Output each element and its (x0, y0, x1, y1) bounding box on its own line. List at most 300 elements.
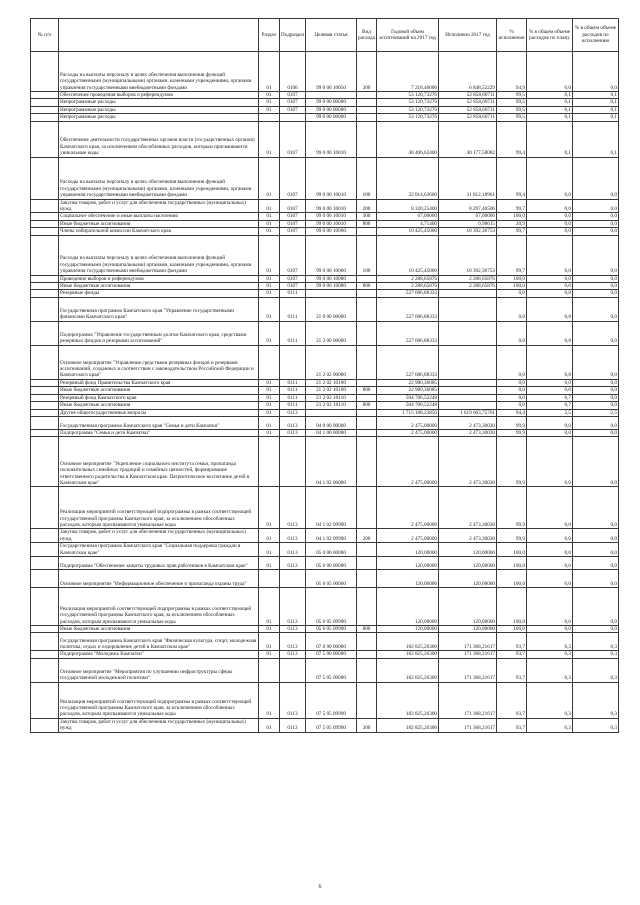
row-share-plan-cell: 0,1 (527, 99, 573, 106)
row-percent-cell: 100,0 (497, 587, 527, 625)
row-type-cell (357, 394, 377, 401)
row-article-cell (306, 409, 357, 416)
row-percent-cell: 0,0 (497, 290, 527, 297)
row-num-cell (31, 121, 59, 157)
row-plan-cell: 67,00000 (377, 213, 439, 220)
row-article-cell: 21 2 00 00000 (306, 321, 357, 345)
row-percent-cell: 99,4 (497, 157, 527, 199)
row-share-plan-cell: 0,0 (527, 625, 573, 632)
row-percent-cell: 0,0 (497, 379, 527, 386)
row-name-cell: Подпрограмма "Управление государственным долгом Камчатского края, средствами резервных фондов и резервами ассигнований" (59, 321, 259, 345)
row-name-cell: Резервный фонд Камчатского края (59, 394, 259, 401)
row-actual-cell (439, 402, 497, 409)
row-share-plan-cell: 0,8 (527, 297, 573, 321)
row-name-cell: Другие общегосударственные вопросы (59, 409, 259, 416)
table-row (31, 429, 619, 436)
row-plan-cell: 527 686,88333 (377, 321, 439, 345)
row-article-cell: 21 2 02 00000 (306, 345, 357, 379)
row-plan-cell: 504 706,52248 (377, 394, 439, 401)
row-article-cell: 04 1 02 00000 (306, 437, 357, 487)
row-subsection-cell (280, 569, 306, 587)
row-actual-cell: 52 858,60711 (439, 106, 497, 113)
row-type-cell (357, 409, 377, 416)
row-section-cell: 01 (259, 52, 280, 92)
row-actual-cell: 2 288,65876 (439, 275, 497, 282)
row-share-plan-cell: 0,0 (527, 429, 573, 436)
row-plan-cell: 120,00000 (377, 543, 439, 557)
row-name-cell: Обеспечение деятельности государственных органов власти (государственных органов) Камчатского края, за исключением обособленных расходов, которым присваиваются уникальные коды (59, 121, 259, 157)
row-subsection-cell: 0107 (280, 121, 306, 157)
table-row (31, 569, 619, 587)
row-share-actual-cell: 0,0 (573, 290, 619, 297)
row-article-cell: 99 0 00 00000 (306, 99, 357, 106)
row-num-cell (31, 228, 59, 235)
row-section-cell: 01 (259, 543, 280, 557)
row-section-cell (259, 345, 280, 379)
row-section-cell: 01 (259, 387, 280, 394)
row-subsection-cell: 0107 (280, 199, 306, 213)
row-section-cell: 01 (259, 297, 280, 321)
row-article-cell: 21 2 02 10100 (306, 379, 357, 386)
table-row (31, 651, 619, 658)
header-section: Раздел (259, 19, 280, 52)
row-section-cell: 01 (259, 275, 280, 282)
row-subsection-cell: 0113 (280, 682, 306, 718)
row-actual-cell: 0,98615 (439, 220, 497, 227)
row-share-actual-cell: 2,5 (573, 409, 619, 416)
row-type-cell: 200 (357, 52, 377, 92)
row-num-cell (31, 416, 59, 429)
row-section-cell: 01 (259, 157, 280, 199)
row-share-plan-cell: 0,0 (527, 157, 573, 199)
table-row (31, 379, 619, 386)
row-name-cell: Резервный фонд Правительства Камчатского края (59, 379, 259, 386)
row-share-plan-cell: 0,0 (527, 437, 573, 487)
table-row (31, 283, 619, 290)
row-share-actual-cell: 0,3 (573, 682, 619, 718)
table-row (31, 658, 619, 682)
row-share-actual-cell: 0,0 (573, 157, 619, 199)
row-share-actual-cell: 0,0 (573, 437, 619, 487)
row-share-actual-cell: 0,0 (573, 569, 619, 587)
row-share-plan-cell: 0,0 (527, 543, 573, 557)
row-num-cell (31, 402, 59, 409)
row-name-cell: Подпрограмма "Семья и дети Камчатки" (59, 429, 259, 436)
row-actual-cell: 171 368,21617 (439, 658, 497, 682)
row-plan-cell: 2 288,65876 (377, 283, 439, 290)
row-plan-cell: 120,00000 (377, 587, 439, 625)
row-name-cell: Основное мероприятие "Мероприятия по улучшению инфраструктуры сферы государственной молодежной политики" (59, 658, 259, 682)
row-section-cell (259, 658, 280, 682)
row-section-cell: 01 (259, 402, 280, 409)
row-actual-cell: 1 619 663,75761 (439, 409, 497, 416)
row-actual-cell: 120,00000 (439, 587, 497, 625)
row-share-actual-cell: 0,0 (573, 321, 619, 345)
row-name-cell: Резервные фонды (59, 290, 259, 297)
row-share-actual-cell: 0,0 (573, 235, 619, 275)
row-num-cell (31, 379, 59, 386)
row-share-actual-cell: 0,0 (573, 228, 619, 235)
row-actual-cell: 2 473,30030 (439, 437, 497, 487)
header-share-actual: % в общем объеме расходов по исполнению (573, 19, 619, 52)
table-row (31, 121, 619, 157)
row-subsection-cell: 0111 (280, 387, 306, 394)
row-share-plan-cell: 0,0 (527, 220, 573, 227)
row-actual-cell: 10 392,36753 (439, 235, 497, 275)
row-type-cell (357, 437, 377, 487)
row-type-cell: 200 (357, 718, 377, 732)
row-plan-cell: 4,71400 (377, 220, 439, 227)
row-subsection-cell: 0111 (280, 321, 306, 345)
row-percent-cell: 100,0 (497, 625, 527, 632)
row-percent-cell: 99,7 (497, 228, 527, 235)
table-row (31, 402, 619, 409)
row-share-actual-cell: 0,0 (573, 345, 619, 379)
table-row (31, 487, 619, 529)
row-percent-cell: 99,9 (497, 437, 527, 487)
table-row (31, 633, 619, 651)
row-name-cell: Иные бюджетные ассигнования (59, 387, 259, 394)
row-article-cell: 05 6 05 09990 (306, 587, 357, 625)
row-percent-cell: 99,5 (497, 99, 527, 106)
row-section-cell: 01 (259, 625, 280, 632)
row-type-cell (357, 290, 377, 297)
row-actual-cell: 2 288,65876 (439, 283, 497, 290)
row-type-cell: 800 (357, 220, 377, 227)
row-actual-cell (439, 379, 497, 386)
row-actual-cell: 2 473,30030 (439, 429, 497, 436)
row-section-cell (259, 114, 280, 121)
row-type-cell (357, 569, 377, 587)
row-section-cell: 01 (259, 529, 280, 543)
row-percent-cell: 99,9 (497, 487, 527, 529)
row-percent-cell: 100,0 (497, 213, 527, 220)
row-type-cell: 800 (357, 625, 377, 632)
row-subsection-cell: 0107 (280, 157, 306, 199)
row-share-plan-cell: 0,0 (527, 556, 573, 569)
row-name-cell: Расходы на выплаты персоналу в целях обеспечения выполнения функций государственными (муниципальными) органами, казенными учреждениями, органами управления государственными внебюджетными фондами (59, 235, 259, 275)
row-num-cell (31, 199, 59, 213)
row-share-actual-cell: 0,0 (573, 275, 619, 282)
row-share-actual-cell: 0,3 (573, 658, 619, 682)
row-section-cell: 01 (259, 633, 280, 651)
row-article-cell: 99 0 00 10060 (306, 228, 357, 235)
row-type-cell (357, 275, 377, 282)
row-num-cell (31, 52, 59, 92)
row-share-plan-cell: 0,3 (527, 633, 573, 651)
row-share-plan-cell: 0,1 (527, 106, 573, 113)
row-subsection-cell: 0113 (280, 409, 306, 416)
row-section-cell: 01 (259, 92, 280, 99)
row-percent-cell: 20,9 (497, 220, 527, 227)
row-share-actual-cell: 0,3 (573, 633, 619, 651)
row-section-cell: 01 (259, 213, 280, 220)
row-type-cell (357, 429, 377, 436)
row-share-plan-cell: 0,1 (527, 114, 573, 121)
row-type-cell (357, 379, 377, 386)
row-type-cell: 100 (357, 157, 377, 199)
table-row (31, 92, 619, 99)
row-share-plan-cell: 0,7 (527, 402, 573, 409)
row-percent-cell: 0,0 (497, 394, 527, 401)
table-row (31, 409, 619, 416)
row-share-plan-cell: 0,8 (527, 345, 573, 379)
row-article-cell: 07 5 05 09990 (306, 718, 357, 732)
row-article-cell: 21 2 02 10110 (306, 394, 357, 401)
row-subsection-cell: 0111 (280, 379, 306, 386)
row-plan-cell: 53 120,73276 (377, 99, 439, 106)
row-actual-cell: 52 858,60711 (439, 92, 497, 99)
row-section-cell: 01 (259, 651, 280, 658)
table-row (31, 321, 619, 345)
row-percent-cell: 100,0 (497, 275, 527, 282)
row-share-actual-cell: 0,0 (573, 379, 619, 386)
row-section-cell: 01 (259, 487, 280, 529)
page-number: 6 (318, 884, 322, 890)
row-article-cell: 04 1 00 00000 (306, 429, 357, 436)
row-subsection-cell: 0113 (280, 718, 306, 732)
row-num-cell (31, 114, 59, 121)
row-type-cell (357, 487, 377, 529)
row-subsection-cell: 0107 (280, 220, 306, 227)
row-section-cell: 01 (259, 228, 280, 235)
table-row (31, 114, 619, 121)
row-plan-cell: 2 475,00000 (377, 487, 439, 529)
row-type-cell (357, 543, 377, 557)
row-num-cell (31, 157, 59, 199)
row-name-cell: Непрограммные расходы (59, 106, 259, 113)
row-plan-cell: 7 218,40000 (377, 52, 439, 92)
row-share-plan-cell: 0,8 (527, 290, 573, 297)
row-section-cell: 01 (259, 321, 280, 345)
row-article-cell: 99 0 00 10080 (306, 283, 357, 290)
row-share-actual-cell: 0,1 (573, 99, 619, 106)
row-subsection-cell: 0107 (280, 99, 306, 106)
row-type-cell (357, 416, 377, 429)
row-percent-cell: 94,4 (497, 409, 527, 416)
row-share-plan-cell: 0,0 (527, 52, 573, 92)
header-actual: Исполнено 2017 год (439, 19, 497, 52)
row-num-cell (31, 283, 59, 290)
row-section-cell: 01 (259, 283, 280, 290)
row-percent-cell: 99,5 (497, 106, 527, 113)
row-num-cell (31, 213, 59, 220)
row-share-actual-cell: 0,1 (573, 121, 619, 157)
header-share-plan: % в общем объеме расходов по плану (527, 19, 573, 52)
row-name-cell: Основное мероприятие "Управление средствами резервных фондов и резервами ассигнований, созданных в соответствии с законодательством Российской Федерации и Камчатского края" (59, 345, 259, 379)
row-plan-cell: 53 120,73276 (377, 114, 439, 121)
row-num-cell (31, 651, 59, 658)
row-share-plan-cell: 0,0 (527, 487, 573, 529)
row-name-cell: Подпрограмма "Обеспечение защиты трудовых прав работников в Камчатском крае" (59, 556, 259, 569)
row-num-cell (31, 625, 59, 632)
row-name-cell: Государственная программа Камчатского края "Управление государственными финансами Камчатского края" (59, 297, 259, 321)
row-type-cell (357, 92, 377, 99)
row-share-actual-cell: 0,0 (573, 220, 619, 227)
row-name-cell: Расходы на выплаты персоналу в целях обеспечения выполнения функций государственными (муниципальными) органами, казенными учреждениями, органами управления государственными внебюджетными фондами (59, 52, 259, 92)
row-article-cell: 04 1 02 09990 (306, 529, 357, 543)
row-article-cell: 07 5 00 00000 (306, 651, 357, 658)
row-section-cell: 01 (259, 409, 280, 416)
row-share-actual-cell: 0,0 (573, 429, 619, 436)
row-type-cell: 200 (357, 529, 377, 543)
row-name-cell: Закупка товаров, работ и услуг для обеспечения государственных (муниципальных) нужд (59, 718, 259, 732)
table-row (31, 556, 619, 569)
row-percent-cell: 99,9 (497, 429, 527, 436)
row-article-cell: 99 0 00 10010 (306, 199, 357, 213)
row-subsection-cell (280, 345, 306, 379)
row-name-cell: Закупка товаров, работ и услуг для обеспечения государственных (муниципальных) нужд (59, 199, 259, 213)
row-share-actual-cell: 0,0 (573, 529, 619, 543)
row-article-cell: 07 5 05 00000 (306, 658, 357, 682)
row-section-cell (259, 437, 280, 487)
row-article-cell: 21 0 00 00000 (306, 297, 357, 321)
row-plan-cell: 40 406,62400 (377, 121, 439, 157)
row-subsection-cell: 0107 (280, 228, 306, 235)
row-article-cell: 21 2 02 10110 (306, 402, 357, 409)
table-row (31, 394, 619, 401)
row-share-actual-cell: 0,0 (573, 199, 619, 213)
row-article-cell: 99 0 00 10010 (306, 220, 357, 227)
row-num-cell (31, 345, 59, 379)
row-num-cell (31, 106, 59, 113)
row-actual-cell (439, 394, 497, 401)
row-actual-cell: 120,00000 (439, 625, 497, 632)
row-name-cell: Проведение выборов и референдумов (59, 275, 259, 282)
row-actual-cell: 120,00000 (439, 569, 497, 587)
row-name-cell: Члены избирательной комиссии Камчатского края (59, 228, 259, 235)
row-type-cell (357, 587, 377, 625)
row-subsection-cell: 0113 (280, 651, 306, 658)
row-article-cell: 99 0 00 00000 (306, 106, 357, 113)
row-share-plan-cell: 0,0 (527, 416, 573, 429)
row-share-plan-cell: 2,5 (527, 409, 573, 416)
table-row (31, 275, 619, 282)
row-actual-cell: 171 368,21617 (439, 633, 497, 651)
row-name-cell: Иные бюджетные ассигнования (59, 283, 259, 290)
row-share-plan-cell: 0,0 (527, 587, 573, 625)
row-percent-cell: 99,4 (497, 121, 527, 157)
table-row (31, 106, 619, 113)
row-subsection-cell: 0107 (280, 275, 306, 282)
row-num-cell (31, 387, 59, 394)
row-num-cell (31, 718, 59, 732)
row-subsection-cell: 0107 (280, 213, 306, 220)
row-section-cell: 01 (259, 429, 280, 436)
table-row (31, 199, 619, 213)
table-row (31, 718, 619, 732)
table-row (31, 52, 619, 92)
row-article-cell: 99 0 00 10060 (306, 235, 357, 275)
row-num-cell (31, 682, 59, 718)
row-plan-cell: 504 706,52248 (377, 402, 439, 409)
row-share-actual-cell: 0,1 (573, 114, 619, 121)
row-share-actual-cell: 0,0 (573, 587, 619, 625)
row-subsection-cell: 0107 (280, 92, 306, 99)
row-actual-cell: 10 392,36753 (439, 228, 497, 235)
row-share-actual-cell: 0,0 (573, 625, 619, 632)
row-share-plan-cell: 0,3 (527, 718, 573, 732)
row-type-cell (357, 556, 377, 569)
header-subsection: Подраздел (280, 19, 306, 52)
row-plan-cell: 2 475,00000 (377, 437, 439, 487)
table-row (31, 682, 619, 718)
row-name-cell: Иные бюджетные ассигнования (59, 220, 259, 227)
row-share-plan-cell: 0,1 (527, 121, 573, 157)
row-share-plan-cell: 0,0 (527, 213, 573, 220)
row-type-cell: 800 (357, 283, 377, 290)
row-type-cell (357, 297, 377, 321)
row-section-cell: 01 (259, 220, 280, 227)
row-num-cell (31, 487, 59, 529)
row-share-plan-cell: 0,0 (527, 387, 573, 394)
row-num-cell (31, 543, 59, 557)
row-subsection-cell: 0113 (280, 543, 306, 557)
row-percent-cell: 93,7 (497, 633, 527, 651)
row-subsection-cell: 0107 (280, 283, 306, 290)
row-percent-cell: 99,7 (497, 235, 527, 275)
row-plan-cell: 527 686,88333 (377, 345, 439, 379)
row-subsection-cell: 0111 (280, 394, 306, 401)
row-section-cell: 01 (259, 199, 280, 213)
row-actual-cell: 52 858,60711 (439, 114, 497, 121)
row-subsection-cell: 0107 (280, 106, 306, 113)
row-actual-cell: 120,00000 (439, 543, 497, 557)
row-num-cell (31, 220, 59, 227)
row-plan-cell: 2 475,00000 (377, 416, 439, 429)
row-num-cell (31, 99, 59, 106)
row-subsection-cell: 0111 (280, 297, 306, 321)
row-article-cell: 04 1 02 09990 (306, 487, 357, 529)
row-actual-cell: 2 473,30030 (439, 487, 497, 529)
row-name-cell: Закупка товаров, работ и услуг для обеспечения государственных (муниципальных) нужд (59, 529, 259, 543)
table-row (31, 529, 619, 543)
row-name-cell: Иные бюджетные ассигнования (59, 402, 259, 409)
row-percent-cell: 93,7 (497, 658, 527, 682)
row-num-cell (31, 529, 59, 543)
row-section-cell: 01 (259, 587, 280, 625)
row-name-cell: Реализация мероприятий соответствующей подпрограммы в рамках соответствующей государственной программы Камчатского края, за исключением обособленных расходов, которым присваиваются уникальные коды (59, 682, 259, 718)
row-plan-cell: 182 825,26300 (377, 651, 439, 658)
row-share-actual-cell: 0,0 (573, 556, 619, 569)
row-type-cell: 800 (357, 387, 377, 394)
row-plan-cell: 182 825,26300 (377, 633, 439, 651)
row-subsection-cell (280, 437, 306, 487)
row-subsection-cell: 0106 (280, 52, 306, 92)
header-plan: Годовой объем ассигнований на 2017 год (377, 19, 439, 52)
row-article-cell: 99 0 00 10010 (306, 213, 357, 220)
table-row (31, 228, 619, 235)
row-num-cell (31, 633, 59, 651)
row-section-cell: 01 (259, 682, 280, 718)
row-actual-cell: 6 848,52229 (439, 52, 497, 92)
row-num-cell (31, 437, 59, 487)
row-num-cell (31, 409, 59, 416)
row-article-cell: 05 6 00 00000 (306, 556, 357, 569)
row-percent-cell: 93,7 (497, 718, 527, 732)
row-actual-cell: 171 368,21617 (439, 682, 497, 718)
row-share-plan-cell: 0,0 (527, 228, 573, 235)
row-percent-cell: 0,0 (497, 297, 527, 321)
row-article-cell: 07 0 00 00000 (306, 633, 357, 651)
row-article-cell: 99 0 00 10010 (306, 121, 357, 157)
table-row (31, 345, 619, 379)
row-subsection-cell: 0111 (280, 290, 306, 297)
table-body (31, 52, 619, 733)
row-actual-cell: 67,00000 (439, 213, 497, 220)
row-name-cell: Социальное обеспечение и иные выплаты населению (59, 213, 259, 220)
row-section-cell: 01 (259, 416, 280, 429)
